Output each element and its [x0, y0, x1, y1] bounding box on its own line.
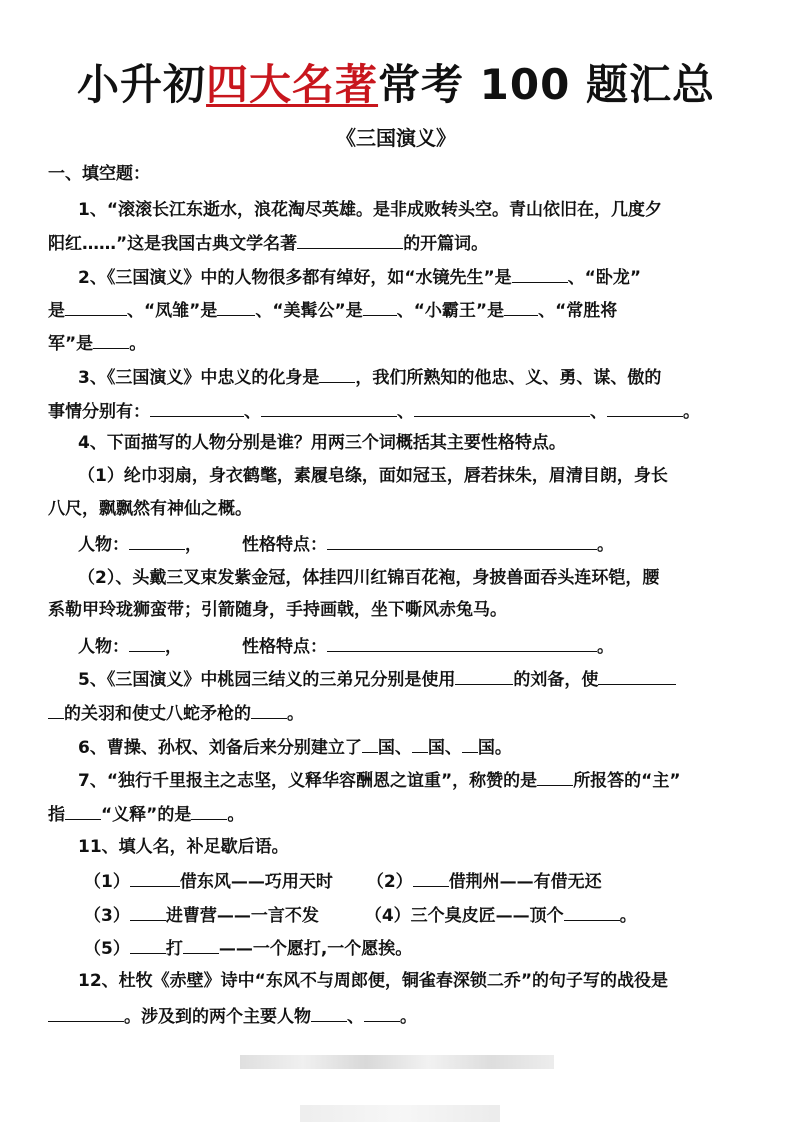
- q3-text: 、: [397, 402, 414, 422]
- q12-line1: 12、杜牧《赤壁》诗中“东风不与周郎便，铜雀春深锁二乔”的句子写的战役是: [78, 971, 669, 991]
- answer-blank[interactable]: [537, 767, 573, 786]
- title-highlight: 四大名著: [206, 60, 379, 109]
- answer-blank[interactable]: [564, 902, 620, 921]
- q1-text-end: 的开篇词。: [403, 234, 489, 254]
- q5-line2: [48, 700, 748, 726]
- q5-text: 的刘备，使: [513, 670, 599, 690]
- label-trait: 性格特点：: [242, 535, 327, 555]
- q6-text: 国、: [427, 738, 462, 758]
- blurred-footer-text: [240, 1055, 554, 1069]
- q4-sub2-line1: （2）、头戴三叉束发紫金冠，体挂四川红锦百花袍，身披兽面吞头连环铠，腰: [78, 568, 660, 588]
- answer-blank[interactable]: [327, 531, 597, 550]
- answer-blank[interactable]: [311, 1003, 347, 1022]
- q4-text: ，: [185, 535, 202, 555]
- q1-line2: [48, 230, 748, 256]
- q12-text: 。涉及到的两个主要人物: [124, 1007, 311, 1027]
- answer-blank[interactable]: [183, 935, 219, 954]
- q3-line2: [48, 398, 748, 424]
- idiom-text: 借荆州——有借无还: [448, 872, 602, 892]
- q2-text: 、“卧龙”: [567, 268, 642, 288]
- q4-sub1-answer: [78, 531, 748, 557]
- q3-text: 事情分别有：: [48, 402, 150, 422]
- idiom-text: 。: [619, 906, 637, 926]
- q4-text: 。: [597, 637, 614, 657]
- idiom-text: （4）三个臭皮匠——顶个: [364, 906, 564, 926]
- answer-blank[interactable]: [414, 398, 590, 417]
- answer-blank[interactable]: [413, 868, 449, 887]
- q3-text: 、: [244, 402, 261, 422]
- answer-blank[interactable]: [129, 531, 185, 550]
- answer-blank[interactable]: [297, 230, 403, 249]
- q5-text: 的关羽和使丈八蛇矛枪的: [64, 704, 251, 724]
- q2-text: 军”是: [48, 334, 94, 354]
- q7-line2: [48, 801, 748, 827]
- answer-blank[interactable]: [598, 666, 676, 685]
- q11-row3: [84, 935, 744, 961]
- q4-sub2-answer: [78, 633, 748, 659]
- q2-line2: [48, 297, 748, 323]
- q2-text: 、“常胜将: [538, 301, 618, 321]
- answer-blank[interactable]: [362, 734, 378, 753]
- q7-text: 。: [227, 805, 245, 825]
- q6-line: [78, 734, 748, 760]
- answer-blank[interactable]: [93, 330, 129, 349]
- q4-sub1-line2: 八尺，飘飘然有神仙之概。: [48, 499, 252, 519]
- answer-blank[interactable]: [512, 264, 568, 283]
- q7-text: “义释”的是: [101, 805, 192, 825]
- title-suffix: 常考 100 题汇总: [378, 60, 715, 109]
- q7-text: 7、“独行千里报主之志坚，义释华容酬恩之谊重”，称赞的是: [78, 771, 538, 791]
- q11-row1: [84, 868, 744, 894]
- q4-sub2-line2: 系勒甲玲珑狮蛮带；引箭随身，手持画戟，坐下嘶风赤兔马。: [48, 600, 507, 620]
- label-trait: 性格特点：: [242, 637, 327, 657]
- answer-blank[interactable]: [455, 666, 513, 685]
- answer-blank[interactable]: [364, 1003, 400, 1022]
- blurred-footer-text: [300, 1105, 500, 1122]
- item-number: （5）: [84, 939, 130, 959]
- q6-text: 6、曹操、孙权、刘备后来分别建立了: [78, 738, 362, 758]
- q12-line2: [48, 1003, 748, 1029]
- q2-text: 2、《三国演义》中的人物很多都有绰好，如“水镜先生”是: [78, 268, 512, 288]
- title-prefix: 小升初: [77, 60, 207, 109]
- q3-line1: [78, 364, 748, 390]
- q5-text: 。: [287, 704, 304, 724]
- answer-blank[interactable]: [261, 398, 397, 417]
- answer-blank[interactable]: [65, 297, 127, 316]
- item-number: （1）: [84, 872, 130, 892]
- answer-blank[interactable]: [130, 868, 180, 887]
- label-person: 人物：: [78, 637, 129, 657]
- q11-heading: 11、填人名，补足歇后语。: [78, 837, 289, 857]
- q12-text: 、: [347, 1007, 364, 1027]
- q2-text: 是: [48, 301, 65, 321]
- answer-blank[interactable]: [48, 700, 64, 719]
- q6-text: 国、: [377, 738, 412, 758]
- answer-blank[interactable]: [607, 398, 683, 417]
- q3-text: ，我们所熟知的他忠、义、勇、谋、傲的: [355, 368, 662, 388]
- q2-line3: [48, 330, 748, 356]
- idiom-text: 借东风——巧用天时: [179, 872, 333, 892]
- page-title: [0, 52, 792, 112]
- answer-blank[interactable]: [363, 297, 397, 316]
- q2-text: 、“小霸王”是: [396, 301, 505, 321]
- answer-blank[interactable]: [504, 297, 538, 316]
- answer-blank[interactable]: [217, 297, 255, 316]
- q2-text: 。: [129, 334, 147, 354]
- idiom-text: 进曹营——一言不发: [165, 906, 319, 926]
- section-heading: 一、填空题：: [48, 164, 150, 184]
- q5-line1: [78, 666, 748, 692]
- q1-text: 阳红……”这是我国古典文学名著: [48, 234, 298, 254]
- q5-text: 5、《三国演义》中桃园三结义的三弟兄分别是使用: [78, 670, 456, 690]
- q3-text: 3、《三国演义》中忠义的化身是: [78, 368, 320, 388]
- answer-blank[interactable]: [319, 364, 355, 383]
- answer-blank[interactable]: [462, 734, 478, 753]
- q7-text: 指: [48, 805, 65, 825]
- q3-text: 、: [590, 402, 607, 422]
- answer-blank[interactable]: [150, 398, 244, 417]
- answer-blank[interactable]: [412, 734, 428, 753]
- answer-blank[interactable]: [191, 801, 227, 820]
- q4-sub1-line1: （1）纶巾羽扇，身衣鹤氅，素履皂绦，面如冠玉，唇若抹朱，眉清目朗，身长: [78, 466, 668, 486]
- label-person: 人物：: [78, 535, 129, 555]
- section-subtitle: 《三国演义》: [336, 126, 456, 150]
- answer-blank[interactable]: [129, 633, 165, 652]
- answer-blank[interactable]: [130, 902, 166, 921]
- answer-blank[interactable]: [251, 700, 287, 719]
- idiom-text: ——一个愿打,一个愿挨。: [218, 939, 413, 959]
- q12-text: 。: [400, 1007, 417, 1027]
- q2-text: 、“凤雏”是: [127, 301, 218, 321]
- q6-text: 国。: [477, 738, 512, 758]
- q3-text: 。: [683, 402, 700, 422]
- answer-blank[interactable]: [130, 935, 166, 954]
- q1-line1: 1、“滚滚长江东逝水，浪花淘尽英雄。是非成败转头空。青山依旧在，几度夕: [78, 200, 662, 220]
- item-number: （2）: [366, 872, 413, 892]
- q4-line1: 4、下面描写的人物分别是谁？用两三个词概括其主要性格特点。: [78, 433, 566, 453]
- answer-blank[interactable]: [327, 633, 597, 652]
- q2-line1: [78, 264, 748, 290]
- answer-blank[interactable]: [48, 1003, 124, 1022]
- q11-row2: [84, 902, 744, 928]
- q4-text: 。: [597, 535, 614, 555]
- item-number: （3）: [84, 906, 130, 926]
- q4-text: ，: [165, 637, 182, 657]
- q7-line1: [78, 767, 748, 793]
- q7-text: 所报答的“主”: [573, 771, 681, 791]
- answer-blank[interactable]: [65, 801, 101, 820]
- q2-text: 、“美髯公”是: [255, 301, 363, 321]
- idiom-text: 打: [165, 939, 183, 959]
